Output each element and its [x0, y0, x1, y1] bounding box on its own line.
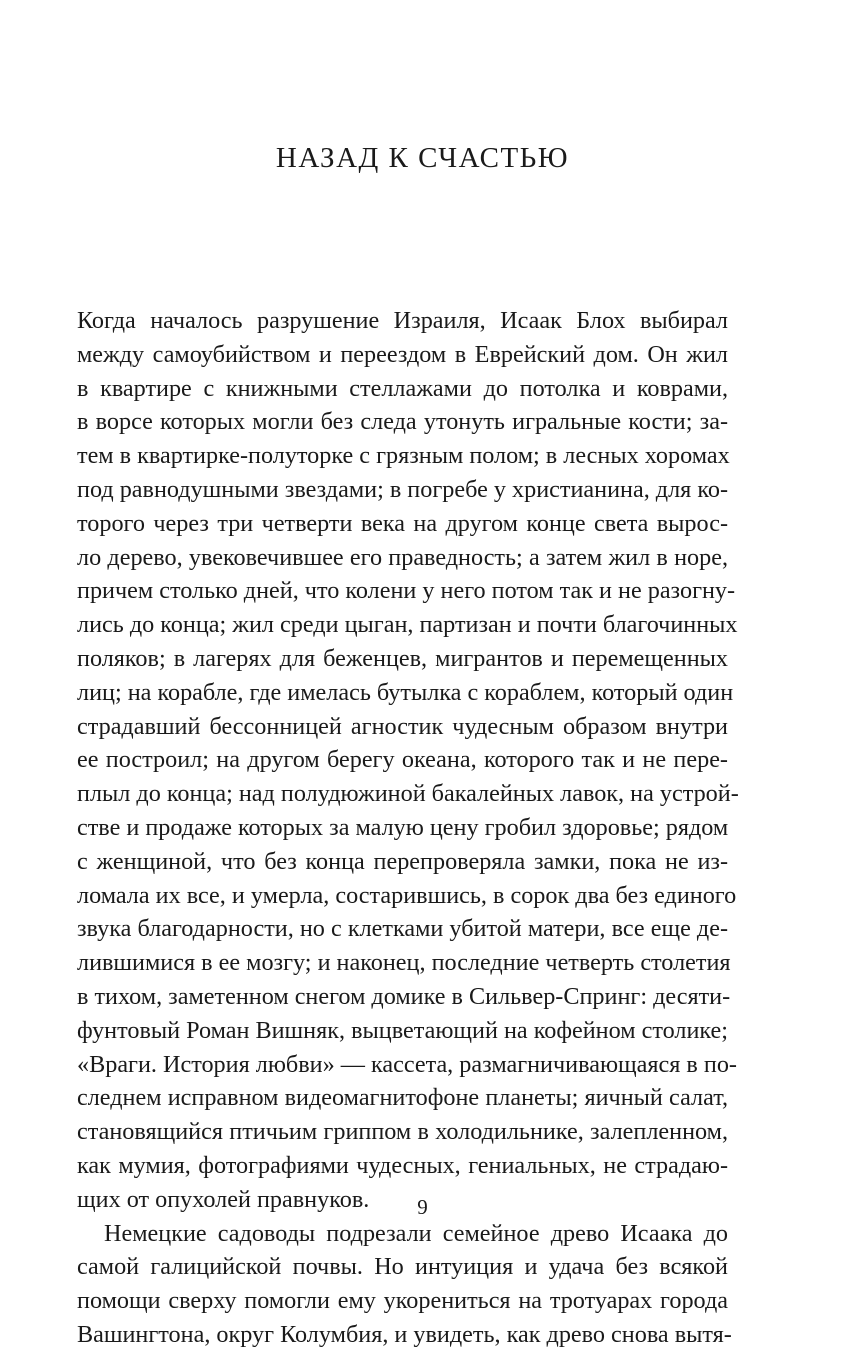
text-line: ломала их все, и умерла, состарившись, в сорок два без единого: [77, 881, 737, 909]
text-line: стве и продаже которых за малую цену гробил здоровье; рядом: [77, 813, 729, 841]
text-line: лившимися в ее мозгу; и наконец, последние четверть столетия: [77, 949, 731, 977]
text-line: щих от опухолей правнуков.: [77, 1185, 370, 1213]
text-line: с женщиной, что без конца перепроверяла замки, пока не из-: [77, 847, 728, 875]
text-line: фунтовый Роман Вишняк, выцветающий на кофейном столике;: [77, 1016, 728, 1044]
text-line: становящийся птичьим гриппом в холодильнике, залепленном,: [77, 1118, 728, 1146]
text-line: страдавший бессонницей агностик чудесным образом внутри: [77, 712, 728, 740]
text-line: тем в квартирке-полуторке с грязным полом; в лесных хоромах: [77, 442, 730, 470]
text-line: «Враги. История любви» — кассета, размагничивающаяся в по-: [77, 1050, 737, 1078]
text-line: торого через три четверти века на другом конце света вырос-: [77, 509, 728, 537]
text-line: в тихом, заметенном снегом домике в Сильвер-Спринг: десяти-: [77, 982, 731, 1010]
text-line: Когда началось разрушение Израиля, Исаак Блох выбирал: [77, 307, 728, 334]
text-line: Немецкие садоводы подрезали семейное древо Исаака до: [104, 1219, 728, 1247]
text-line: лись до конца; жил среди цыган, партизан и почти благочинных: [77, 611, 738, 639]
text-line: лиц; на корабле, где имелась бутылка с кораблем, который один: [77, 678, 734, 706]
text-line: причем столько дней, что колени у него потом так и не разогну-: [77, 577, 736, 605]
text-line: Вашингтона, округ Колумбия, и увидеть, как древо снова вытя-: [77, 1320, 732, 1348]
text-line: ло дерево, увековечившее его праведность; а затем жил в норе,: [77, 543, 728, 571]
text-line: как мумия, фотографиями чудесных, гениальных, не страдаю-: [77, 1151, 728, 1179]
text-line: в ворсе которых могли без следа утонуть игральные кости; за-: [77, 408, 728, 436]
text-line: поляков; в лагерях для беженцев, мигрантов и перемещенных: [77, 644, 728, 672]
text-line: помощи сверху помогли ему укорениться на тротуарах города: [77, 1287, 728, 1315]
text-line: звука благодарности, но с клетками убитой матери, все еще де-: [77, 915, 728, 943]
text-line: между самоубийством и переездом в Еврейский дом. Он жил: [77, 340, 728, 368]
chapter-title: НАЗАД К СЧАСТЬЮ: [275, 142, 570, 174]
paragraph: [77, 304, 739, 1217]
text-line: под равнодушными звездами; в погребе у христианина, для ко-: [77, 475, 729, 503]
text-line: самой галицийской почвы. Но интуиция и удача без всякой: [77, 1253, 728, 1281]
text-line: ее построил; на другом берегу океана, которого так и не пере-: [77, 746, 728, 774]
page-number: 9: [417, 1195, 428, 1219]
text-line: следнем исправном видеомагнитофоне планеты; яичный салат,: [77, 1084, 728, 1112]
text-line: плыл до конца; над полудюжиной бакалейных лавок, на устрой-: [77, 780, 739, 808]
paragraph: [77, 1217, 732, 1352]
text-line: в квартире с книжными стеллажами до потолка и коврами,: [77, 374, 728, 402]
